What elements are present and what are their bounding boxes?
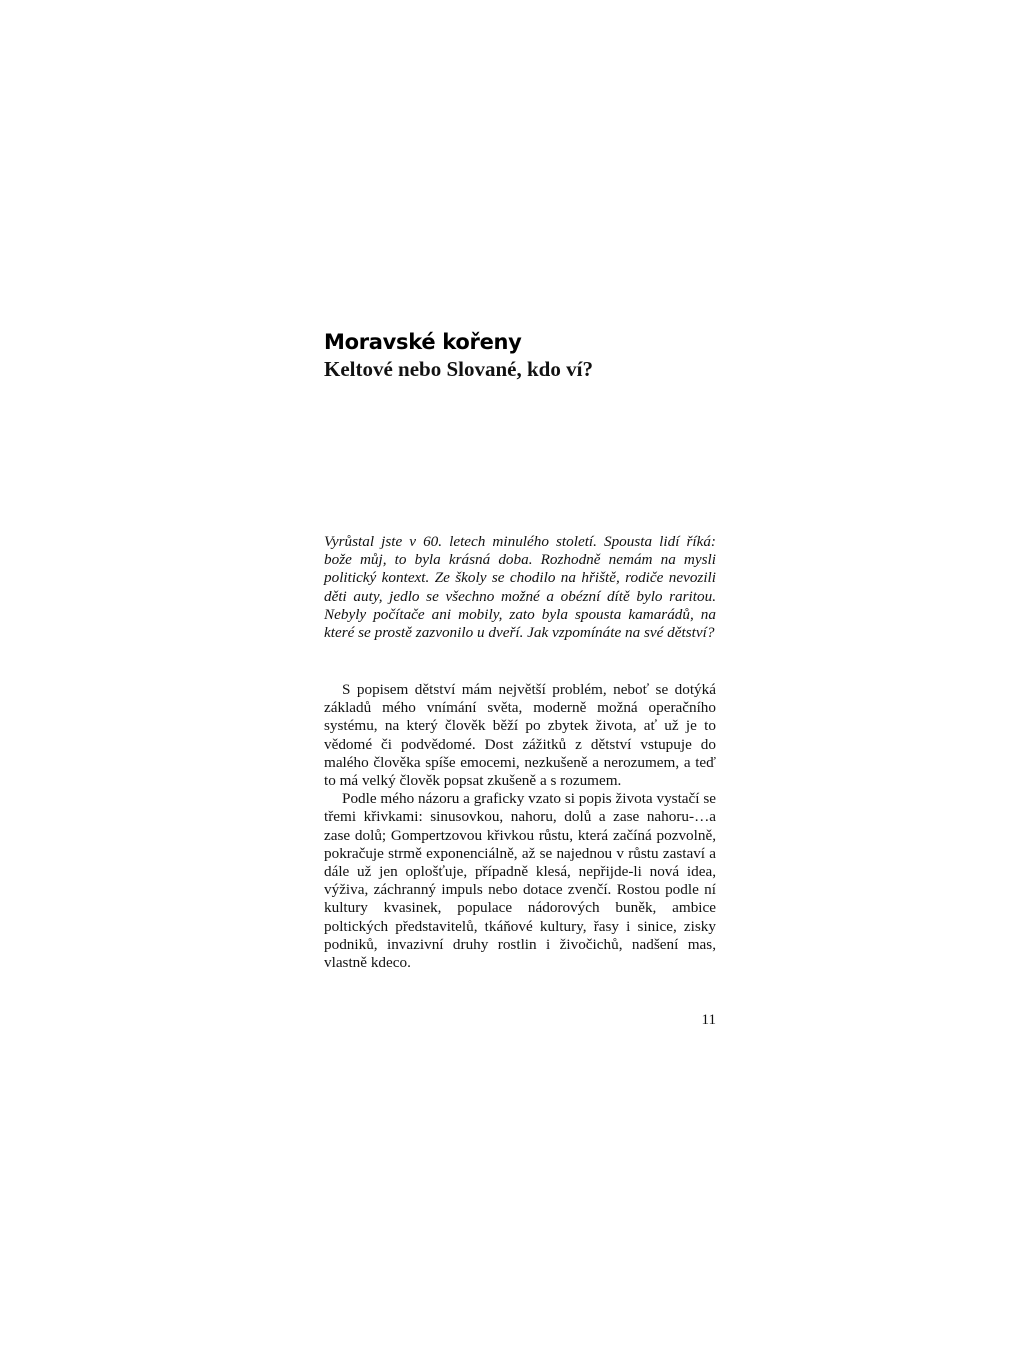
answer-paragraph-1: S popisem dětství mám největší problém, neboť se dotýká základů mého vnímání světa, moderně možná operačního systému, na který člověk běží po zbytek života, ať už je to vědomé či podvědomé. Dost zážitků z dětství vstupuje do malého člověka spíše emocemi, nezkušeně a nerozumem, a teď to má velký člověk popsat zkušeně a s rozumem. (324, 681, 716, 790)
interview-answer (324, 681, 716, 972)
interview-question: Vyrůstal jste v 60. letech minulého století. Spousta lidí říká: bože můj, to byla krásná doba. Rozhodně nemám na mysli politický kontext. Ze školy se chodilo na hřiště, rodiče nevozili děti auty, jedlo se všechno možné a obézní dítě bylo raritou. Nebyly počítače ani mobily, zato byla spousta kamarádů, na které se prostě zazvonilo u dveří. Jak vzpomínáte na své dětství? (324, 533, 716, 642)
answer-paragraph-2: Podle mého názoru a graficky vzato si popis života vystačí se třemi křivkami: sinusovkou, nahoru, dolů a zase nahoru-…a zase dolů; Gompertzovou křivkou růstu, která začíná pozvolně, pokračuje strmě exponenciálně, až se najednou v růstu zastaví a dále už jen oplošťuje, případně klesá, nepřijde-li nová idea, výživa, záchranný impuls nebo dotace zvenčí. Rostou podle ní kultury kvasinek, populace nádorových buněk, ambice poltických představitelů, tkáňové kultury, řasy i sinice, zisky podniků, invazivní druhy rostlin i živočichů, nadšení mas, vlastně kdeco. (324, 790, 716, 972)
chapter-title: Moravské kořeny (324, 330, 522, 354)
chapter-subtitle: Keltové nebo Slované, kdo ví? (324, 357, 593, 381)
page-number: 11 (701, 1012, 716, 1028)
